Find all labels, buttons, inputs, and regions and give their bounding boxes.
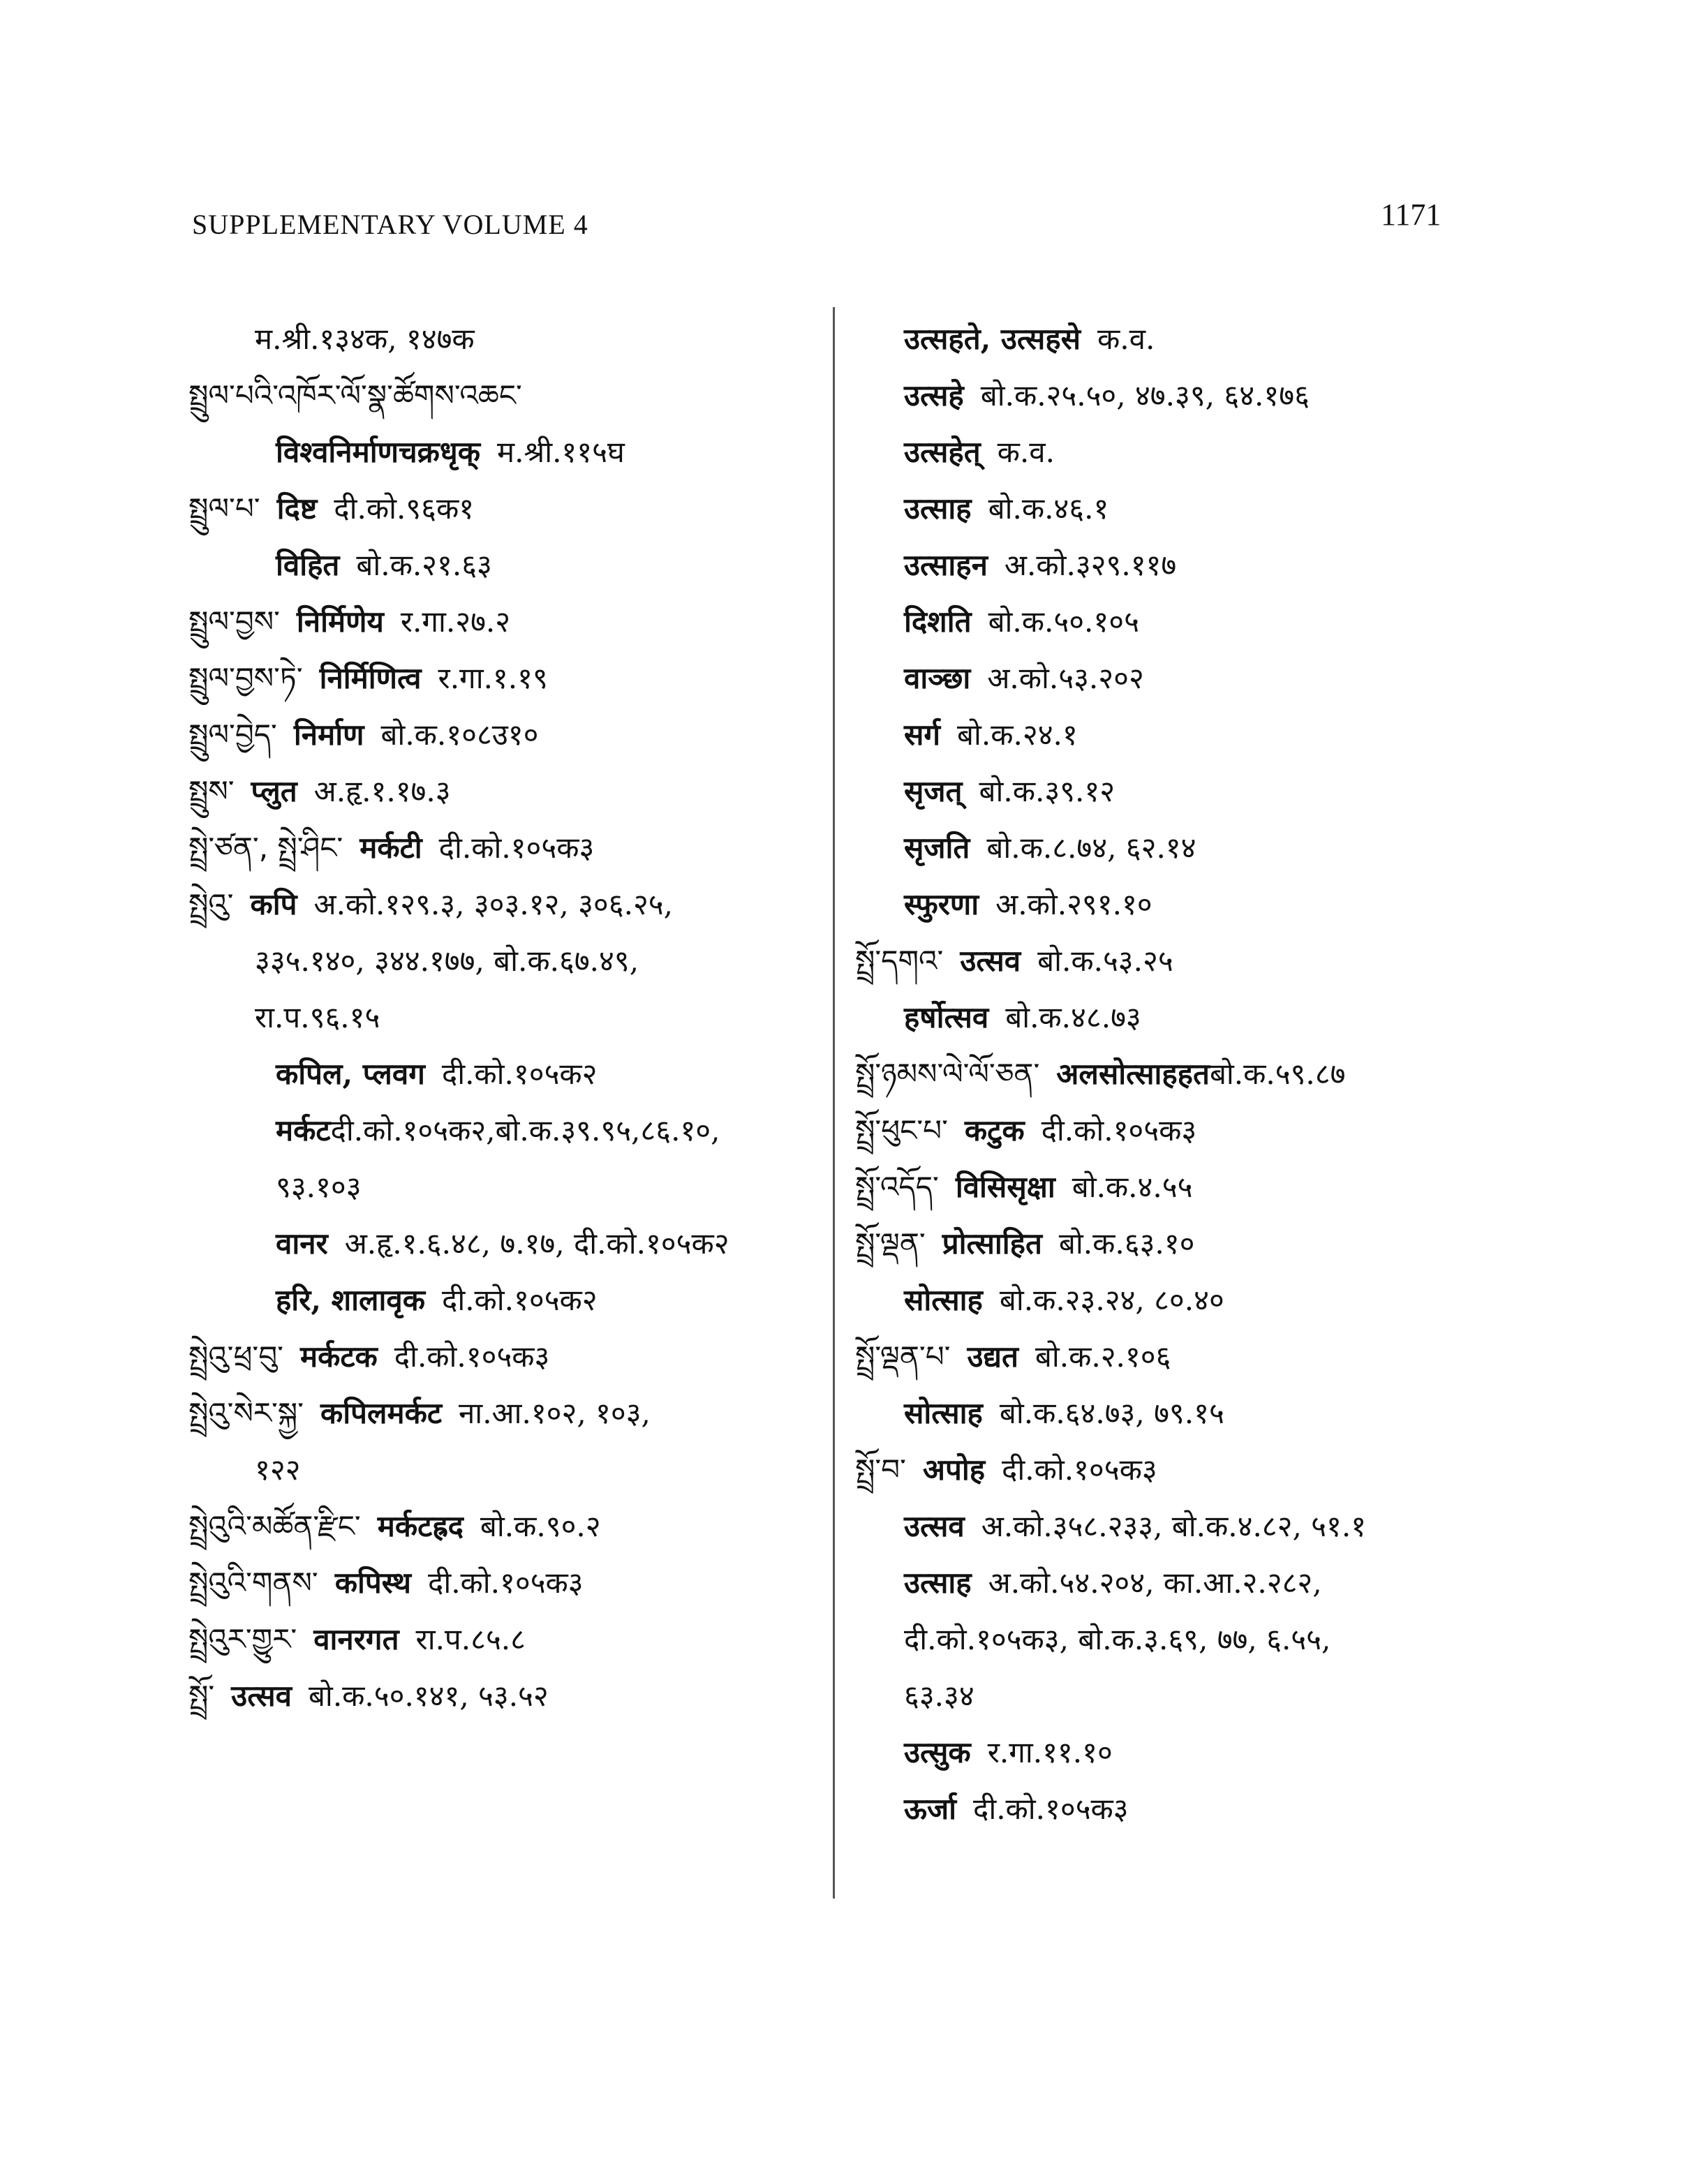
entry-reference: र.गा.१.१९ <box>438 661 548 695</box>
entry-reference: बो.क.३९.१२ <box>979 774 1115 808</box>
entry-line <box>855 1498 1483 1554</box>
entry-line <box>855 537 1483 593</box>
entry-line <box>188 1498 817 1554</box>
sanskrit-headword: दिष्ट <box>276 491 318 526</box>
entry-reference: र.गा.२७.२ <box>400 604 511 639</box>
tibetan-term: སྤྲུལ་བྱས་ཏེ་ <box>188 661 303 695</box>
entry-reference: बो.क.६३.१० <box>1058 1226 1195 1261</box>
entry-reference: अ.को.५३.२०२ <box>987 661 1144 695</box>
sanskrit-headword: सर्ग <box>904 718 941 752</box>
entry-reference: अ.को.२९१.१० <box>995 887 1152 921</box>
sanskrit-headword: उत्सुक <box>904 1735 971 1769</box>
sanskrit-headword: उत्साह <box>904 1566 972 1600</box>
entry-line <box>855 1441 1483 1498</box>
entry-reference: दी.को.१०५क२ <box>442 1283 598 1317</box>
entry-reference: बो.क.४.५५ <box>1072 1170 1193 1204</box>
tibetan-term: སྤྲེའུ་ཕྲ་བུ་ <box>188 1339 283 1374</box>
entry-reference: अ.हृ.१.१७.३ <box>313 774 451 808</box>
entry-line <box>855 876 1483 933</box>
sanskrit-headword: निर्माण <box>293 718 364 752</box>
entry-line <box>855 819 1483 876</box>
entry-line <box>188 876 817 933</box>
entry-reference: दी.को.१०५क३, बो.क.३.६९, ७७, ६.५५, <box>904 1622 1331 1656</box>
entry-reference: ९३.१०३ <box>276 1170 362 1204</box>
entry-line <box>188 650 817 706</box>
entry-reference: दी.को.९६क१ <box>334 491 475 526</box>
sanskrit-headword: वाञ्छा <box>904 661 971 695</box>
entry-reference: दी.को.१०५क२,बो.क.३९.९५,८६.१०, <box>330 1113 720 1147</box>
entry-reference: ६३.३४ <box>904 1679 974 1713</box>
entry-reference: ३३५.१४०, ३४४.१७७, बो.क.६७.४९, <box>255 944 639 978</box>
sanskrit-headword: मर्कट <box>276 1113 331 1147</box>
sanskrit-headword: विसिसृक्षा <box>955 1170 1055 1204</box>
entry-line <box>855 311 1483 367</box>
entry-reference: बो.क.८.७४, ६२.१४ <box>986 831 1196 865</box>
entry-line <box>855 367 1483 424</box>
entry-line <box>188 1385 817 1441</box>
entry-reference: अ.को.३५८.२३३, बो.क.४.८२, ५१.१ <box>981 1509 1367 1543</box>
entry-reference: बो.क.२.१०६ <box>1035 1339 1171 1374</box>
sanskrit-headword: अलसोत्साहहत <box>1056 1057 1210 1091</box>
entry-line <box>855 1554 1483 1611</box>
sanskrit-headword: प्लुत <box>251 774 297 808</box>
entry-reference: बो.क.५०.१४१, ५३.५२ <box>308 1679 549 1713</box>
entry-line <box>855 1781 1483 1837</box>
entry-reference: अ.को.१२९.३, ३०३.१२, ३०६.२५, <box>313 887 673 921</box>
entry-line <box>855 593 1483 650</box>
entry-line <box>188 1554 817 1611</box>
entry-line <box>855 1724 1483 1781</box>
sanskrit-headword: प्रोत्साहित <box>942 1226 1042 1261</box>
entry-line <box>188 1046 817 1102</box>
tibetan-term: སྤྲོ་འདོད་ <box>855 1170 939 1204</box>
tibetan-term: སྤྲེ་ཙན་, སྤྲེ་ཤིང་ <box>188 831 343 865</box>
sanskrit-headword: विश्वनिर्माणचक्रधृक् <box>276 435 480 469</box>
sanskrit-headword: हरि, शालावृक <box>276 1283 426 1317</box>
sanskrit-headword: कपिस्थ <box>334 1566 412 1600</box>
right-column <box>855 311 1483 1837</box>
sanskrit-headword: ऊर्जा <box>904 1792 957 1826</box>
tibetan-term: སྤྲོ་དགའ་ <box>855 944 944 978</box>
sanskrit-headword: कपिल, प्लवग <box>276 1057 425 1091</box>
entry-reference: बो.क.२१.६३ <box>356 548 492 582</box>
entry-line <box>855 1611 1483 1667</box>
entry-reference: बो.क.५०.१०५ <box>988 604 1139 639</box>
entry-line <box>855 1159 1483 1215</box>
sanskrit-headword: उत्सहे <box>904 378 964 413</box>
entry-reference: अ.हृ.१.६.४८, ७.१७, दी.को.१०५क२ <box>344 1226 729 1261</box>
entry-line <box>855 706 1483 763</box>
sanskrit-headword: हर्षोत्सव <box>904 1000 989 1034</box>
sanskrit-headword: दिशति <box>904 604 972 639</box>
tibetan-term: སྤྲེའུའི་གནས་ <box>188 1566 318 1600</box>
entry-line <box>855 480 1483 537</box>
left-column <box>188 311 817 1724</box>
entry-reference: बो.क.५९.८७ <box>1209 1057 1346 1091</box>
tibetan-term: སྤྲེའུའི་མཚོན་རྫིང་ <box>188 1509 361 1543</box>
entry-reference: बो.क.२५.५०, ४७.३९, ६४.१७६ <box>980 378 1310 413</box>
entry-line <box>855 1102 1483 1159</box>
entry-line <box>188 1215 817 1272</box>
entry-reference: अ.को.३२९.११७ <box>1004 548 1177 582</box>
sanskrit-headword: उत्सव <box>904 1509 965 1543</box>
entry-line <box>188 1667 817 1724</box>
entry-reference: बो.क.६४.७३, ७९.१५ <box>999 1396 1224 1430</box>
tibetan-term: སྤྲུལ་བྱས་ <box>188 604 280 639</box>
sanskrit-headword: निर्मिणित्व <box>319 661 422 695</box>
sanskrit-headword: उत्साह <box>904 491 972 526</box>
entry-reference: म.श्री.११५घ <box>497 435 625 469</box>
entry-line <box>855 1328 1483 1385</box>
entry-reference: १२२ <box>255 1453 301 1487</box>
entry-line <box>855 424 1483 480</box>
sanskrit-headword: सृजत् <box>904 774 963 808</box>
running-header: SUPPLEMENTARY VOLUME 4 <box>192 209 588 240</box>
entry-reference: दी.को.१०५क३ <box>973 1792 1129 1826</box>
entry-line <box>188 1328 817 1385</box>
entry-reference: दी.को.१०५क३ <box>1002 1453 1157 1487</box>
sanskrit-headword: उत्सव <box>231 1679 292 1713</box>
page-number: 1171 <box>1381 198 1441 232</box>
tibetan-term: སྤྲོ་ཕུང་པ་ <box>855 1113 948 1147</box>
tibetan-term: སྤྲུལ་པ་ <box>188 491 260 526</box>
entry-line <box>855 1215 1483 1272</box>
sanskrit-headword: उत्साहन <box>904 548 988 582</box>
tibetan-term: སྤྲོ་ལྡན་ <box>855 1226 926 1261</box>
entry-line <box>855 933 1483 989</box>
entry-reference: क.व. <box>997 435 1055 469</box>
entry-reference: दी.को.१०५क३ <box>438 831 595 865</box>
sanskrit-headword: मर्कटी <box>360 831 422 865</box>
entry-reference: बो.क.४८.७३ <box>1005 1000 1141 1034</box>
entry-reference: अ.को.५४.२०४, का.आ.२.२८२, <box>988 1566 1322 1600</box>
sanskrit-headword: कपि <box>250 887 297 921</box>
tibetan-term: སྤྲོ་ལྡན་པ་ <box>855 1339 951 1374</box>
entry-line <box>188 1441 817 1498</box>
entry-reference: दी.को.१०५क३ <box>428 1566 584 1600</box>
tibetan-term: སྤྲུལ་བྱེད་ <box>188 718 277 752</box>
entry-line <box>188 706 817 763</box>
entry-line <box>188 819 817 876</box>
sanskrit-headword: उत्सहते, उत्सहसे <box>904 322 1081 356</box>
entry-line <box>188 424 817 480</box>
tibetan-term: སྤྲོ་ཉམས་ལེ་ལོ་ཅན་ <box>855 1057 1040 1091</box>
sanskrit-headword: उत्सहेत् <box>904 435 981 469</box>
sanskrit-headword: उद्यत <box>967 1339 1018 1374</box>
column-divider <box>833 307 835 1899</box>
tibetan-term: སྤྲུལ་པའི་འཁོར་ལོ་སྣ་ཚོགས་འཆང་ <box>188 378 522 413</box>
entry-line <box>188 1159 817 1215</box>
entry-line <box>855 763 1483 819</box>
entry-line <box>188 933 817 989</box>
sanskrit-headword: स्फुरणा <box>904 887 979 921</box>
sanskrit-headword: सृजति <box>904 831 970 865</box>
sanskrit-headword: मर्कटक <box>299 1339 378 1374</box>
entry-line <box>188 1102 817 1159</box>
entry-reference: ना.आ.१०२, १०३, <box>459 1396 651 1430</box>
entry-line <box>855 1385 1483 1441</box>
entry-line <box>188 537 817 593</box>
sanskrit-headword: उत्सव <box>960 944 1021 978</box>
entry-reference: बो.क.९०.२ <box>480 1509 601 1543</box>
sanskrit-headword: अपोह <box>922 1453 986 1487</box>
entry-line <box>188 1272 817 1328</box>
entry-line <box>855 989 1483 1046</box>
tibetan-term: སྤྲོ་བ་ <box>855 1453 906 1487</box>
entry-line <box>188 593 817 650</box>
sanskrit-headword: कटुक <box>964 1113 1025 1147</box>
entry-reference: म.श्री.१३४क, १४७क <box>255 322 475 356</box>
tibetan-term: སྤྲེའུ་སེར་སྐྱ་ <box>188 1396 304 1430</box>
entry-line <box>855 1272 1483 1328</box>
entry-line <box>188 763 817 819</box>
tibetan-term: སྤྲུས་ <box>188 774 235 808</box>
entry-line <box>188 480 817 537</box>
entry-reference: र.गा.११.१० <box>987 1735 1113 1769</box>
entry-reference: दी.को.१०५क३ <box>394 1339 550 1374</box>
sanskrit-headword: मर्कटह्रद <box>377 1509 464 1543</box>
entry-line <box>855 1046 1483 1102</box>
sanskrit-headword: निर्मिणेय <box>296 604 384 639</box>
entry-reference: बो.क.२४.१ <box>957 718 1078 752</box>
sanskrit-headword: वानर <box>276 1226 328 1261</box>
sanskrit-headword: सोत्साह <box>904 1283 983 1317</box>
tibetan-term: སྤྲོ་ <box>188 1679 215 1713</box>
entry-reference: रा.प.८५.८ <box>415 1622 526 1656</box>
entry-line <box>188 367 817 424</box>
entry-line <box>855 650 1483 706</box>
entry-reference: बो.क.१०८उ१० <box>380 718 539 752</box>
entry-line <box>855 1667 1483 1724</box>
entry-reference: बो.क.२३.२४, ८०.४० <box>999 1283 1224 1317</box>
entry-reference: रा.प.९६.१५ <box>255 1000 380 1034</box>
entry-line <box>188 989 817 1046</box>
tibetan-term: སྤྲེའུར་གྱུར་ <box>188 1622 297 1656</box>
entry-reference: बो.क.४६.१ <box>988 491 1109 526</box>
entry-reference: बो.क.५३.२५ <box>1037 944 1173 978</box>
entry-reference: दी.को.१०५क३ <box>1041 1113 1197 1147</box>
entry-reference: दी.को.१०५क२ <box>441 1057 598 1091</box>
sanskrit-headword: सोत्साह <box>904 1396 983 1430</box>
sanskrit-headword: कपिलमर्कट <box>320 1396 442 1430</box>
sanskrit-headword: विहित <box>276 548 340 582</box>
entry-line <box>188 1611 817 1667</box>
sanskrit-headword: वानरगत <box>313 1622 399 1656</box>
entry-reference: क.व. <box>1097 322 1155 356</box>
tibetan-term: སྤྲེའུ་ <box>188 887 234 921</box>
entry-line <box>188 311 817 367</box>
